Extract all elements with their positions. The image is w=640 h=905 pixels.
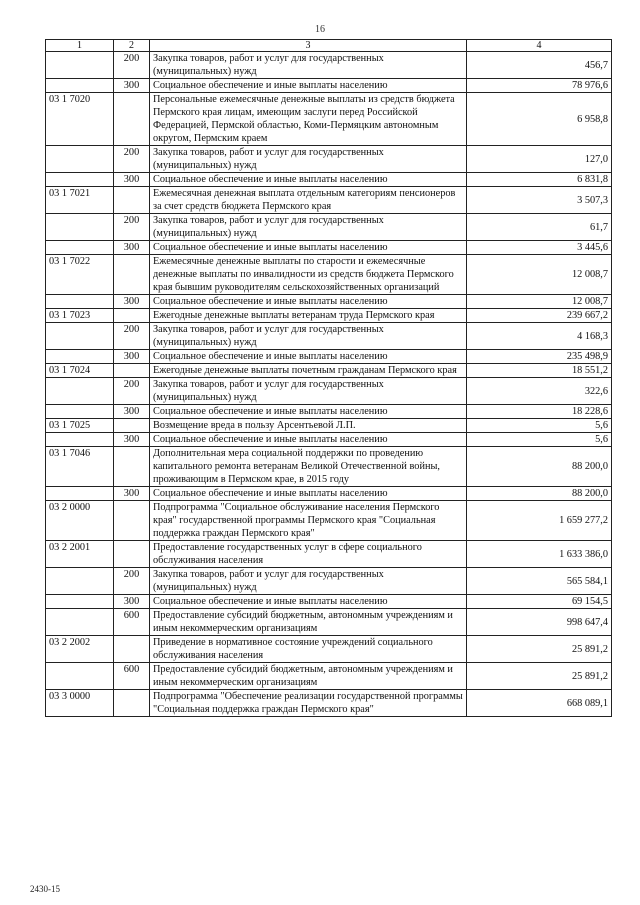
row-code: 03 1 7020 <box>46 93 114 146</box>
row-expense-type: 300 <box>114 295 150 309</box>
row-amount: 18 551,2 <box>467 364 612 378</box>
row-name: Социальное обеспечение и иные выплаты населению <box>150 79 467 93</box>
row-expense-type: 200 <box>114 146 150 173</box>
row-expense-type: 300 <box>114 79 150 93</box>
row-amount: 6 831,8 <box>467 173 612 187</box>
table-body <box>46 40 612 717</box>
row-code <box>46 350 114 364</box>
row-expense-type <box>114 501 150 541</box>
row-expense-type <box>114 255 150 295</box>
row-code <box>46 568 114 595</box>
row-expense-type <box>114 419 150 433</box>
row-amount: 1 633 386,0 <box>467 541 612 568</box>
row-name: Социальное обеспечение и иные выплаты населению <box>150 350 467 364</box>
row-expense-type <box>114 187 150 214</box>
row-expense-type: 300 <box>114 350 150 364</box>
row-name: Социальное обеспечение и иные выплаты населению <box>150 295 467 309</box>
table-row <box>46 214 612 241</box>
row-expense-type: 200 <box>114 378 150 405</box>
row-amount: 1 659 277,2 <box>467 501 612 541</box>
row-code: 03 1 7021 <box>46 187 114 214</box>
row-name: Социальное обеспечение и иные выплаты населению <box>150 595 467 609</box>
row-name: Ежегодные денежные выплаты ветеранам труда Пермского края <box>150 309 467 323</box>
row-name: Закупка товаров, работ и услуг для государственных (муниципальных) нужд <box>150 568 467 595</box>
row-expense-type <box>114 541 150 568</box>
row-name: Закупка товаров, работ и услуг для государственных (муниципальных) нужд <box>150 378 467 405</box>
row-amount: 25 891,2 <box>467 636 612 663</box>
column-number-2: 2 <box>114 40 150 52</box>
table-row <box>46 309 612 323</box>
row-expense-type <box>114 364 150 378</box>
row-amount: 25 891,2 <box>467 663 612 690</box>
row-code <box>46 323 114 350</box>
table-row <box>46 350 612 364</box>
table-row <box>46 419 612 433</box>
row-code: 03 1 7023 <box>46 309 114 323</box>
table-row <box>46 93 612 146</box>
row-code: 03 2 2002 <box>46 636 114 663</box>
row-amount: 5,6 <box>467 433 612 447</box>
row-name: Ежемесячные денежные выплаты по старости и ежемесячные денежные выплаты по инвалидности из средств бюджета Пермского края бывшим руководителям сельскохозяйственных организаций <box>150 255 467 295</box>
row-expense-type: 300 <box>114 487 150 501</box>
row-name: Предоставление субсидий бюджетным, автономным учреждениям и иным некоммерческим организациям <box>150 609 467 636</box>
table-row <box>46 79 612 93</box>
row-expense-type <box>114 690 150 717</box>
row-code <box>46 146 114 173</box>
table-row <box>46 187 612 214</box>
column-number-1: 1 <box>46 40 114 52</box>
row-code <box>46 433 114 447</box>
row-name: Возмещение вреда в пользу Арсентьевой Л.П. <box>150 419 467 433</box>
row-name: Закупка товаров, работ и услуг для государственных (муниципальных) нужд <box>150 146 467 173</box>
row-code <box>46 241 114 255</box>
row-expense-type: 600 <box>114 609 150 636</box>
row-name: Социальное обеспечение и иные выплаты населению <box>150 173 467 187</box>
row-name: Предоставление государственных услуг в сфере социального обслуживания населения <box>150 541 467 568</box>
document-code: 2430-15 <box>30 884 60 894</box>
row-name: Закупка товаров, работ и услуг для государственных (муниципальных) нужд <box>150 214 467 241</box>
row-amount: 235 498,9 <box>467 350 612 364</box>
row-amount: 18 228,6 <box>467 405 612 419</box>
row-amount: 565 584,1 <box>467 568 612 595</box>
row-code <box>46 487 114 501</box>
row-code <box>46 52 114 79</box>
table-row <box>46 52 612 79</box>
row-amount: 61,7 <box>467 214 612 241</box>
table-row <box>46 241 612 255</box>
row-code <box>46 609 114 636</box>
row-amount: 3 507,3 <box>467 187 612 214</box>
row-amount: 322,6 <box>467 378 612 405</box>
row-code: 03 2 2001 <box>46 541 114 568</box>
row-code <box>46 663 114 690</box>
row-name: Подпрограмма "Социальное обслуживание населения Пермского края" государственной программы Пермского края "Социальная поддержка граждан Пермского края" <box>150 501 467 541</box>
row-expense-type <box>114 447 150 487</box>
column-number-3: 3 <box>150 40 467 52</box>
table-row <box>46 568 612 595</box>
row-expense-type: 300 <box>114 173 150 187</box>
row-name: Закупка товаров, работ и услуг для государственных (муниципальных) нужд <box>150 52 467 79</box>
table-row <box>46 364 612 378</box>
row-amount: 668 089,1 <box>467 690 612 717</box>
row-code <box>46 595 114 609</box>
table-row <box>46 690 612 717</box>
row-amount: 998 647,4 <box>467 609 612 636</box>
row-code <box>46 79 114 93</box>
row-amount: 5,6 <box>467 419 612 433</box>
table-row <box>46 146 612 173</box>
table-row <box>46 636 612 663</box>
row-amount: 4 168,3 <box>467 323 612 350</box>
row-code: 03 3 0000 <box>46 690 114 717</box>
row-amount: 88 200,0 <box>467 487 612 501</box>
row-amount: 6 958,8 <box>467 93 612 146</box>
row-expense-type: 300 <box>114 405 150 419</box>
table-row <box>46 501 612 541</box>
row-expense-type: 300 <box>114 241 150 255</box>
row-name: Социальное обеспечение и иные выплаты населению <box>150 487 467 501</box>
row-amount: 239 667,2 <box>467 309 612 323</box>
page-number: 16 <box>315 24 325 35</box>
row-code: 03 1 7022 <box>46 255 114 295</box>
row-name: Подпрограмма "Обеспечение реализации государственной программы "Социальная поддержка граждан Пермского края" <box>150 690 467 717</box>
row-expense-type: 600 <box>114 663 150 690</box>
budget-table <box>45 39 612 717</box>
table-row <box>46 663 612 690</box>
table-row <box>46 405 612 419</box>
table-row <box>46 295 612 309</box>
table-row <box>46 609 612 636</box>
row-name: Ежегодные денежные выплаты почетным гражданам Пермского края <box>150 364 467 378</box>
table-row <box>46 595 612 609</box>
table-row <box>46 541 612 568</box>
table-row <box>46 173 612 187</box>
row-name: Приведение в нормативное состояние учреждений социального обслуживания населения <box>150 636 467 663</box>
table-row <box>46 255 612 295</box>
table-row <box>46 323 612 350</box>
row-name: Персональные ежемесячные денежные выплаты из средств бюджета Пермского края лицам, имеющим заслуги перед Российской Федерацией, Пермской областью, Коми-Пермяцким автономным округом, Пермским краем <box>150 93 467 146</box>
row-expense-type: 300 <box>114 433 150 447</box>
row-amount: 88 200,0 <box>467 447 612 487</box>
row-code <box>46 214 114 241</box>
row-amount: 127,0 <box>467 146 612 173</box>
row-code <box>46 295 114 309</box>
row-code: 03 1 7046 <box>46 447 114 487</box>
row-expense-type <box>114 636 150 663</box>
row-name: Предоставление субсидий бюджетным, автономным учреждениям и иным некоммерческим организациям <box>150 663 467 690</box>
row-expense-type <box>114 309 150 323</box>
row-expense-type: 200 <box>114 323 150 350</box>
row-expense-type: 300 <box>114 595 150 609</box>
row-amount: 12 008,7 <box>467 295 612 309</box>
table-row <box>46 378 612 405</box>
row-expense-type <box>114 93 150 146</box>
row-expense-type: 200 <box>114 214 150 241</box>
row-amount: 456,7 <box>467 52 612 79</box>
row-amount: 69 154,5 <box>467 595 612 609</box>
column-number-4: 4 <box>467 40 612 52</box>
row-amount: 12 008,7 <box>467 255 612 295</box>
row-amount: 78 976,6 <box>467 79 612 93</box>
row-name: Социальное обеспечение и иные выплаты населению <box>150 433 467 447</box>
row-code <box>46 405 114 419</box>
row-code: 03 1 7024 <box>46 364 114 378</box>
row-name: Социальное обеспечение и иные выплаты населению <box>150 405 467 419</box>
row-name: Ежемесячная денежная выплата отдельным категориям пенсионеров за счет средств бюджета Пермского края <box>150 187 467 214</box>
row-name: Закупка товаров, работ и услуг для государственных (муниципальных) нужд <box>150 323 467 350</box>
row-code: 03 2 0000 <box>46 501 114 541</box>
row-code <box>46 378 114 405</box>
row-code: 03 1 7025 <box>46 419 114 433</box>
row-name: Социальное обеспечение и иные выплаты населению <box>150 241 467 255</box>
table-row <box>46 487 612 501</box>
row-code <box>46 173 114 187</box>
row-expense-type: 200 <box>114 568 150 595</box>
row-name: Дополнительная мера социальной поддержки по проведению капитального ремонта ветеранам Великой Отечественной войны, проживающим в Пермском крае, в 2015 году <box>150 447 467 487</box>
column-number-row <box>46 40 612 52</box>
row-expense-type: 200 <box>114 52 150 79</box>
row-amount: 3 445,6 <box>467 241 612 255</box>
table-row <box>46 447 612 487</box>
table-row <box>46 433 612 447</box>
